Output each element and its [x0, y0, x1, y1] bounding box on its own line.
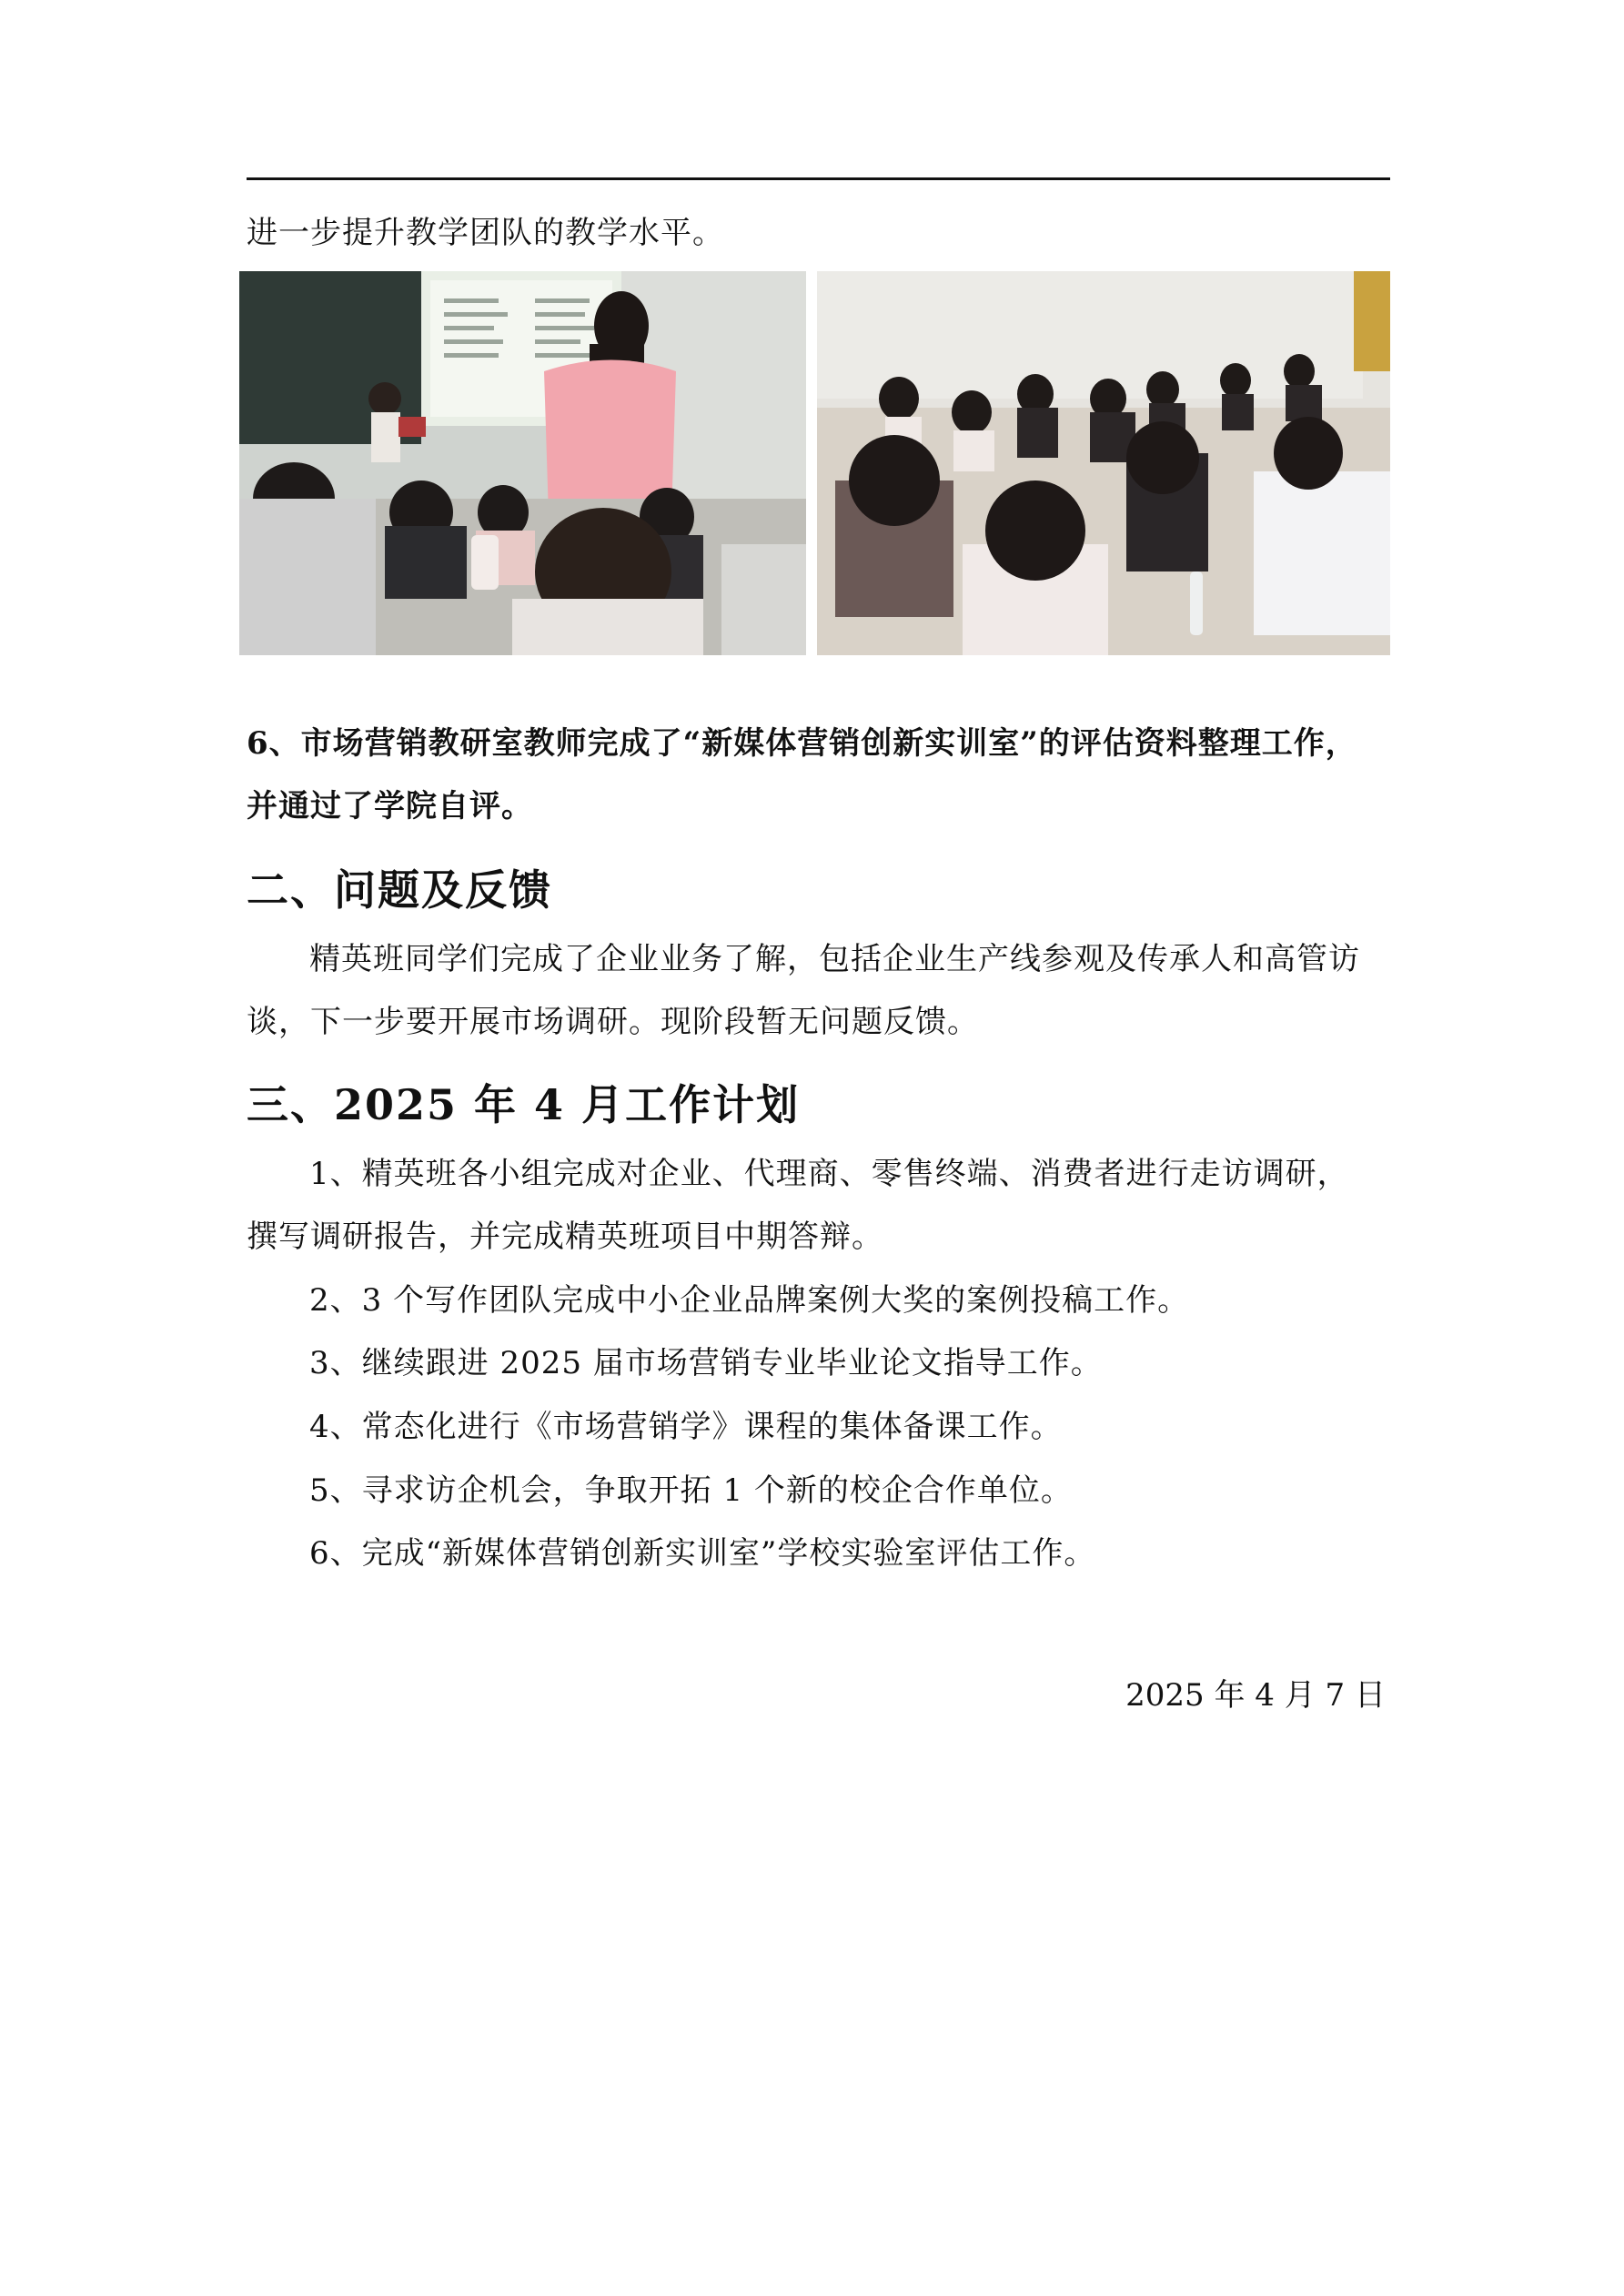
classroom-photo-right [817, 271, 1390, 655]
section-2-para-line-2: 谈，下一步要开展市场调研。现阶段暂无问题反馈。 [247, 1004, 979, 1040]
prev-item-6-line-2: 并通过了学院自评。 [247, 788, 533, 824]
header-rule [247, 177, 1390, 180]
section-2-heading: 二、问题及反馈 [247, 865, 552, 915]
plan-item-5: 5、寻求访企机会，争取开拓 1 个新的校企合作单位。 [309, 1472, 1073, 1509]
section-2-para-line-1: 精英班同学们完成了企业业务了解，包括企业生产线参观及传承人和高管访 [309, 941, 1360, 977]
plan-item-2: 2、3 个写作团队完成中小企业品牌案例大奖的案例投稿工作。 [309, 1282, 1190, 1319]
intro-line: 进一步提升教学团队的教学水平。 [247, 215, 724, 251]
plan-item-6: 6、完成“新媒体营销创新实训室”学校实验室评估工作。 [309, 1535, 1096, 1572]
plan-item-3: 3、继续跟进 2025 届市场营销专业毕业论文指导工作。 [309, 1345, 1103, 1381]
plan-item-4: 4、常态化进行《市场营销学》课程的集体备课工作。 [309, 1409, 1063, 1445]
plan-item-1-line-2: 撰写调研报告，并完成精英班项目中期答辩。 [247, 1219, 883, 1255]
section-3-heading: 三、2025 年 4 月工作计划 [247, 1080, 801, 1129]
document-date: 2025 年 4 月 7 日 [1125, 1677, 1386, 1714]
prev-item-6-line-1: 6、市场营销教研室教师完成了“新媒体营销创新实训室”的评估资料整理工作， [247, 725, 1357, 762]
plan-item-1-line-1: 1、精英班各小组完成对企业、代理商、零售终端、消费者进行走访调研， [309, 1156, 1349, 1192]
classroom-photo-left [239, 271, 806, 655]
